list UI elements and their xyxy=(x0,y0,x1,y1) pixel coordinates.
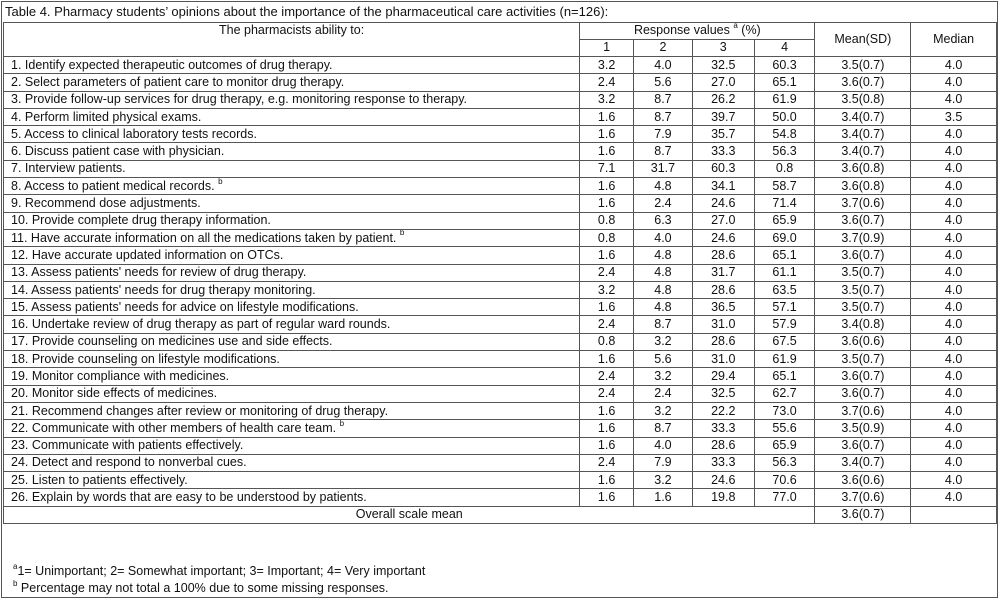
mean-sd-cell: 3.5(0.8) xyxy=(815,91,911,108)
response-2-cell: 1.6 xyxy=(634,489,693,506)
mean-sd-cell: 3.6(0.7) xyxy=(815,212,911,229)
mean-sd-cell: 3.4(0.8) xyxy=(815,316,911,333)
response-3-cell: 33.3 xyxy=(692,454,754,471)
footnote-b: $^b$ Percentage may not total a 100% due to some missing responses. xyxy=(13,578,389,595)
response-4-cell: 69.0 xyxy=(754,229,815,246)
response-2-cell: 4.0 xyxy=(634,57,693,74)
response-1-cell: 0.8 xyxy=(580,212,634,229)
footnote-marker: b xyxy=(399,229,405,238)
row-label: 15. Assess patients' needs for advice on lifestyle modifications. xyxy=(4,299,580,316)
response-4-cell: 56.3 xyxy=(754,143,815,160)
median-cell: 4.0 xyxy=(911,454,997,471)
response-4-cell: 61.9 xyxy=(754,91,815,108)
row-label: 4. Perform limited physical exams. xyxy=(4,108,580,125)
row-label: 21. Recommend changes after review or monitoring of drug therapy. xyxy=(4,402,580,419)
response-4-cell: 57.1 xyxy=(754,299,815,316)
table-caption: Table 4. Pharmacy students’ opinions about the importance of the pharmaceutical care activities (n=126): xyxy=(5,4,609,19)
response-2-cell: 7.9 xyxy=(634,454,693,471)
response-3-cell: 27.0 xyxy=(692,74,754,91)
response-2-cell: 2.4 xyxy=(634,385,693,402)
ability-header: The pharmacists ability to: xyxy=(4,23,580,57)
mean-sd-cell: 3.7(0.6) xyxy=(815,195,911,212)
response-2-cell: 8.7 xyxy=(634,143,693,160)
response-3-cell: 27.0 xyxy=(692,212,754,229)
median-cell: 4.0 xyxy=(911,91,997,108)
mean-sd-cell: 3.4(0.7) xyxy=(815,454,911,471)
table-row-5 xyxy=(4,126,997,143)
response-4-cell: 65.9 xyxy=(754,212,815,229)
response-2-cell: 6.3 xyxy=(634,212,693,229)
response-4-cell: 58.7 xyxy=(754,178,815,195)
response-3-cell: 36.5 xyxy=(692,299,754,316)
mean-sd-cell: 3.6(0.6) xyxy=(815,333,911,350)
table-row-14 xyxy=(4,281,997,298)
mean-sd-cell: 3.6(0.7) xyxy=(815,74,911,91)
response-2-cell: 4.8 xyxy=(634,178,693,195)
median-cell: 4.0 xyxy=(911,472,997,489)
response-3-cell: 31.0 xyxy=(692,316,754,333)
mean-sd-cell: 3.6(0.8) xyxy=(815,178,911,195)
response-2-cell: 8.7 xyxy=(634,316,693,333)
table-row-2 xyxy=(4,74,997,91)
median-cell: 4.0 xyxy=(911,126,997,143)
response-1-cell: 2.4 xyxy=(580,316,634,333)
response-1-cell: 1.6 xyxy=(580,437,634,454)
median-cell: 4.0 xyxy=(911,143,997,160)
median-cell: 4.0 xyxy=(911,212,997,229)
mean-sd-cell: 3.5(0.7) xyxy=(815,264,911,281)
response-1-cell: 1.6 xyxy=(580,247,634,264)
response-3-cell: 26.2 xyxy=(692,91,754,108)
table-row-18 xyxy=(4,351,997,368)
response-1-cell: 1.6 xyxy=(580,420,634,437)
response-4-cell: 55.6 xyxy=(754,420,815,437)
median-cell: 4.0 xyxy=(911,195,997,212)
row-label: 13. Assess patients' needs for review of drug therapy. xyxy=(4,264,580,281)
footnote-marker: b xyxy=(218,177,223,186)
row-label: 22. Communicate with other members of health care team. $^b$ xyxy=(4,420,580,437)
mean-sd-cell: 3.4(0.7) xyxy=(815,143,911,160)
response-3-cell: 28.6 xyxy=(692,437,754,454)
row-label: 3. Provide follow-up services for drug therapy, e.g. monitoring response to therapy. xyxy=(4,91,580,108)
row-label: 26. Explain by words that are easy to be understood by patients. xyxy=(4,489,580,506)
row-label: 19. Monitor compliance with medicines. xyxy=(4,368,580,385)
response-4-cell: 0.8 xyxy=(754,160,815,177)
response-3-cell: 31.7 xyxy=(692,264,754,281)
response-1-cell: 2.4 xyxy=(580,385,634,402)
response-values-header: Response values $^a$ (%) xyxy=(580,23,815,40)
row-label: 8. Access to patient medical records. $^b$ xyxy=(4,178,580,195)
table-row-9 xyxy=(4,195,997,212)
response-3-cell: 33.3 xyxy=(692,143,754,160)
response-2-cell: 5.6 xyxy=(634,74,693,91)
response-4-cell: 65.9 xyxy=(754,437,815,454)
response-1-cell: 2.4 xyxy=(580,454,634,471)
mean-sd-cell: 3.6(0.6) xyxy=(815,472,911,489)
row-label: 23. Communicate with patients effectively. xyxy=(4,437,580,454)
row-label: 1. Identify expected therapeutic outcomes of drug therapy. xyxy=(4,57,580,74)
response-4-cell: 56.3 xyxy=(754,454,815,471)
header-row-1 xyxy=(4,23,997,40)
response-3-cell: 24.6 xyxy=(692,472,754,489)
table-row-1 xyxy=(4,57,997,74)
mean-header: Mean(SD) xyxy=(815,23,911,57)
response-2-cell: 4.0 xyxy=(634,437,693,454)
overall-label: Overall scale mean xyxy=(4,506,815,523)
median-cell: 4.0 xyxy=(911,316,997,333)
mean-sd-cell: 3.5(0.7) xyxy=(815,299,911,316)
median-cell: 4.0 xyxy=(911,333,997,350)
response-3-cell: 33.3 xyxy=(692,420,754,437)
median-cell: 4.0 xyxy=(911,489,997,506)
footnote-a: $^a$1= Unimportant; 2= Somewhat important; 3= Important; 4= Very important xyxy=(13,561,426,578)
row-label: 2. Select parameters of patient care to monitor drug therapy. xyxy=(4,74,580,91)
col-1-header: 1 xyxy=(580,40,634,57)
median-cell: 3.5 xyxy=(911,108,997,125)
row-label: 18. Provide counseling on lifestyle modifications. xyxy=(4,351,580,368)
response-2-cell: 4.0 xyxy=(634,229,693,246)
response-3-cell: 34.1 xyxy=(692,178,754,195)
median-cell: 4.0 xyxy=(911,178,997,195)
response-1-cell: 1.6 xyxy=(580,489,634,506)
response-4-cell: 77.0 xyxy=(754,489,815,506)
response-2-cell: 31.7 xyxy=(634,160,693,177)
mean-sd-cell: 3.5(0.9) xyxy=(815,420,911,437)
table-document xyxy=(1,1,998,598)
response-1-cell: 2.4 xyxy=(580,264,634,281)
mean-sd-cell: 3.7(0.6) xyxy=(815,402,911,419)
response-3-cell: 35.7 xyxy=(692,126,754,143)
response-2-cell: 8.7 xyxy=(634,420,693,437)
mean-sd-cell: 3.5(0.7) xyxy=(815,351,911,368)
response-3-cell: 39.7 xyxy=(692,108,754,125)
table-row-12 xyxy=(4,247,997,264)
response-3-cell: 22.2 xyxy=(692,402,754,419)
table-row-13 xyxy=(4,264,997,281)
response-4-cell: 57.9 xyxy=(754,316,815,333)
table-row-16 xyxy=(4,316,997,333)
response-2-cell: 8.7 xyxy=(634,108,693,125)
response-3-cell: 32.5 xyxy=(692,385,754,402)
col-4-header: 4 xyxy=(754,40,815,57)
response-1-cell: 7.1 xyxy=(580,160,634,177)
median-cell: 4.0 xyxy=(911,368,997,385)
response-2-cell: 2.4 xyxy=(634,195,693,212)
table-row-3 xyxy=(4,91,997,108)
mean-sd-cell: 3.6(0.7) xyxy=(815,247,911,264)
table-row-25 xyxy=(4,472,997,489)
mean-sd-cell: 3.6(0.7) xyxy=(815,385,911,402)
response-3-cell: 28.6 xyxy=(692,333,754,350)
mean-sd-cell: 3.4(0.7) xyxy=(815,108,911,125)
response-3-cell: 29.4 xyxy=(692,368,754,385)
table-row-17 xyxy=(4,333,997,350)
mean-sd-cell: 3.7(0.9) xyxy=(815,229,911,246)
table-row-24 xyxy=(4,454,997,471)
response-3-cell: 60.3 xyxy=(692,160,754,177)
response-2-cell: 3.2 xyxy=(634,368,693,385)
col-2-header: 2 xyxy=(634,40,693,57)
row-label: 6. Discuss patient case with physician. xyxy=(4,143,580,160)
footnotes xyxy=(13,563,425,597)
footnote-marker: b xyxy=(339,419,345,428)
response-4-cell: 65.1 xyxy=(754,74,815,91)
table-row-8 xyxy=(4,178,997,195)
response-4-cell: 62.7 xyxy=(754,385,815,402)
median-cell: 4.0 xyxy=(911,247,997,264)
median-cell: 4.0 xyxy=(911,420,997,437)
median-cell: 4.0 xyxy=(911,160,997,177)
col-3-header: 3 xyxy=(692,40,754,57)
row-label: 5. Access to clinical laboratory tests records. xyxy=(4,126,580,143)
response-1-cell: 1.6 xyxy=(580,126,634,143)
overall-median-empty xyxy=(911,506,997,523)
response-1-cell: 1.6 xyxy=(580,108,634,125)
response-2-cell: 5.6 xyxy=(634,351,693,368)
median-cell: 4.0 xyxy=(911,229,997,246)
response-4-cell: 73.0 xyxy=(754,402,815,419)
response-1-cell: 3.2 xyxy=(580,91,634,108)
response-4-cell: 67.5 xyxy=(754,333,815,350)
row-label: 24. Detect and respond to nonverbal cues. xyxy=(4,454,580,471)
row-label: 10. Provide complete drug therapy information. xyxy=(4,212,580,229)
median-cell: 4.0 xyxy=(911,385,997,402)
median-cell: 4.0 xyxy=(911,264,997,281)
table-row-10 xyxy=(4,212,997,229)
mean-sd-cell: 3.6(0.7) xyxy=(815,437,911,454)
response-1-cell: 1.6 xyxy=(580,143,634,160)
table-row-23 xyxy=(4,437,997,454)
table-row-4 xyxy=(4,108,997,125)
response-4-cell: 70.6 xyxy=(754,472,815,489)
response-1-cell: 0.8 xyxy=(580,229,634,246)
opinions-table xyxy=(3,22,997,524)
mean-sd-cell: 3.5(0.7) xyxy=(815,57,911,74)
table-row-6 xyxy=(4,143,997,160)
row-label: 17. Provide counseling on medicines use and side effects. xyxy=(4,333,580,350)
table-row-19 xyxy=(4,368,997,385)
row-label: 9. Recommend dose adjustments. xyxy=(4,195,580,212)
response-3-cell: 28.6 xyxy=(692,281,754,298)
median-cell: 4.0 xyxy=(911,402,997,419)
row-label: 25. Listen to patients effectively. xyxy=(4,472,580,489)
response-4-cell: 54.8 xyxy=(754,126,815,143)
row-label: 14. Assess patients' needs for drug therapy monitoring. xyxy=(4,281,580,298)
overall-row xyxy=(4,506,997,523)
median-cell: 4.0 xyxy=(911,437,997,454)
table-row-22 xyxy=(4,420,997,437)
table-row-21 xyxy=(4,402,997,419)
median-cell: 4.0 xyxy=(911,299,997,316)
response-1-cell: 2.4 xyxy=(580,368,634,385)
response-1-cell: 1.6 xyxy=(580,299,634,316)
response-4-cell: 71.4 xyxy=(754,195,815,212)
mean-sd-cell: 3.6(0.8) xyxy=(815,160,911,177)
mean-sd-cell: 3.5(0.7) xyxy=(815,281,911,298)
response-2-cell: 4.8 xyxy=(634,299,693,316)
response-3-cell: 19.8 xyxy=(692,489,754,506)
response-1-cell: 1.6 xyxy=(580,351,634,368)
table-row-26 xyxy=(4,489,997,506)
response-4-cell: 63.5 xyxy=(754,281,815,298)
table-row-11 xyxy=(4,229,997,246)
response-1-cell: 1.6 xyxy=(580,195,634,212)
table-row-7 xyxy=(4,160,997,177)
row-label: 12. Have accurate updated information on OTCs. xyxy=(4,247,580,264)
median-header: Median xyxy=(911,23,997,57)
response-2-cell: 3.2 xyxy=(634,402,693,419)
response-3-cell: 28.6 xyxy=(692,247,754,264)
table-row-20 xyxy=(4,385,997,402)
mean-sd-cell: 3.7(0.6) xyxy=(815,489,911,506)
median-cell: 4.0 xyxy=(911,281,997,298)
median-cell: 4.0 xyxy=(911,74,997,91)
overall-mean: 3.6(0.7) xyxy=(815,506,911,523)
response-2-cell: 4.8 xyxy=(634,247,693,264)
response-1-cell: 1.6 xyxy=(580,178,634,195)
response-4-cell: 61.9 xyxy=(754,351,815,368)
response-1-cell: 1.6 xyxy=(580,472,634,489)
row-label: 16. Undertake review of drug therapy as part of regular ward rounds. xyxy=(4,316,580,333)
row-label: 20. Monitor side effects of medicines. xyxy=(4,385,580,402)
response-1-cell: 1.6 xyxy=(580,402,634,419)
response-3-cell: 24.6 xyxy=(692,195,754,212)
response-3-cell: 24.6 xyxy=(692,229,754,246)
response-1-cell: 0.8 xyxy=(580,333,634,350)
response-2-cell: 8.7 xyxy=(634,91,693,108)
response-4-cell: 50.0 xyxy=(754,108,815,125)
response-2-cell: 7.9 xyxy=(634,126,693,143)
response-4-cell: 61.1 xyxy=(754,264,815,281)
mean-sd-cell: 3.6(0.7) xyxy=(815,368,911,385)
mean-sd-cell: 3.4(0.7) xyxy=(815,126,911,143)
response-1-cell: 3.2 xyxy=(580,281,634,298)
response-4-cell: 65.1 xyxy=(754,247,815,264)
response-1-cell: 2.4 xyxy=(580,74,634,91)
response-4-cell: 65.1 xyxy=(754,368,815,385)
row-label: 11. Have accurate information on all the medications taken by patient. $^b$ xyxy=(4,229,580,246)
row-label: 7. Interview patients. xyxy=(4,160,580,177)
response-2-cell: 3.2 xyxy=(634,333,693,350)
response-2-cell: 4.8 xyxy=(634,281,693,298)
response-1-cell: 3.2 xyxy=(580,57,634,74)
response-3-cell: 31.0 xyxy=(692,351,754,368)
median-cell: 4.0 xyxy=(911,351,997,368)
response-2-cell: 4.8 xyxy=(634,264,693,281)
response-2-cell: 3.2 xyxy=(634,472,693,489)
response-4-cell: 60.3 xyxy=(754,57,815,74)
table-row-15 xyxy=(4,299,997,316)
response-3-cell: 32.5 xyxy=(692,57,754,74)
median-cell: 4.0 xyxy=(911,57,997,74)
